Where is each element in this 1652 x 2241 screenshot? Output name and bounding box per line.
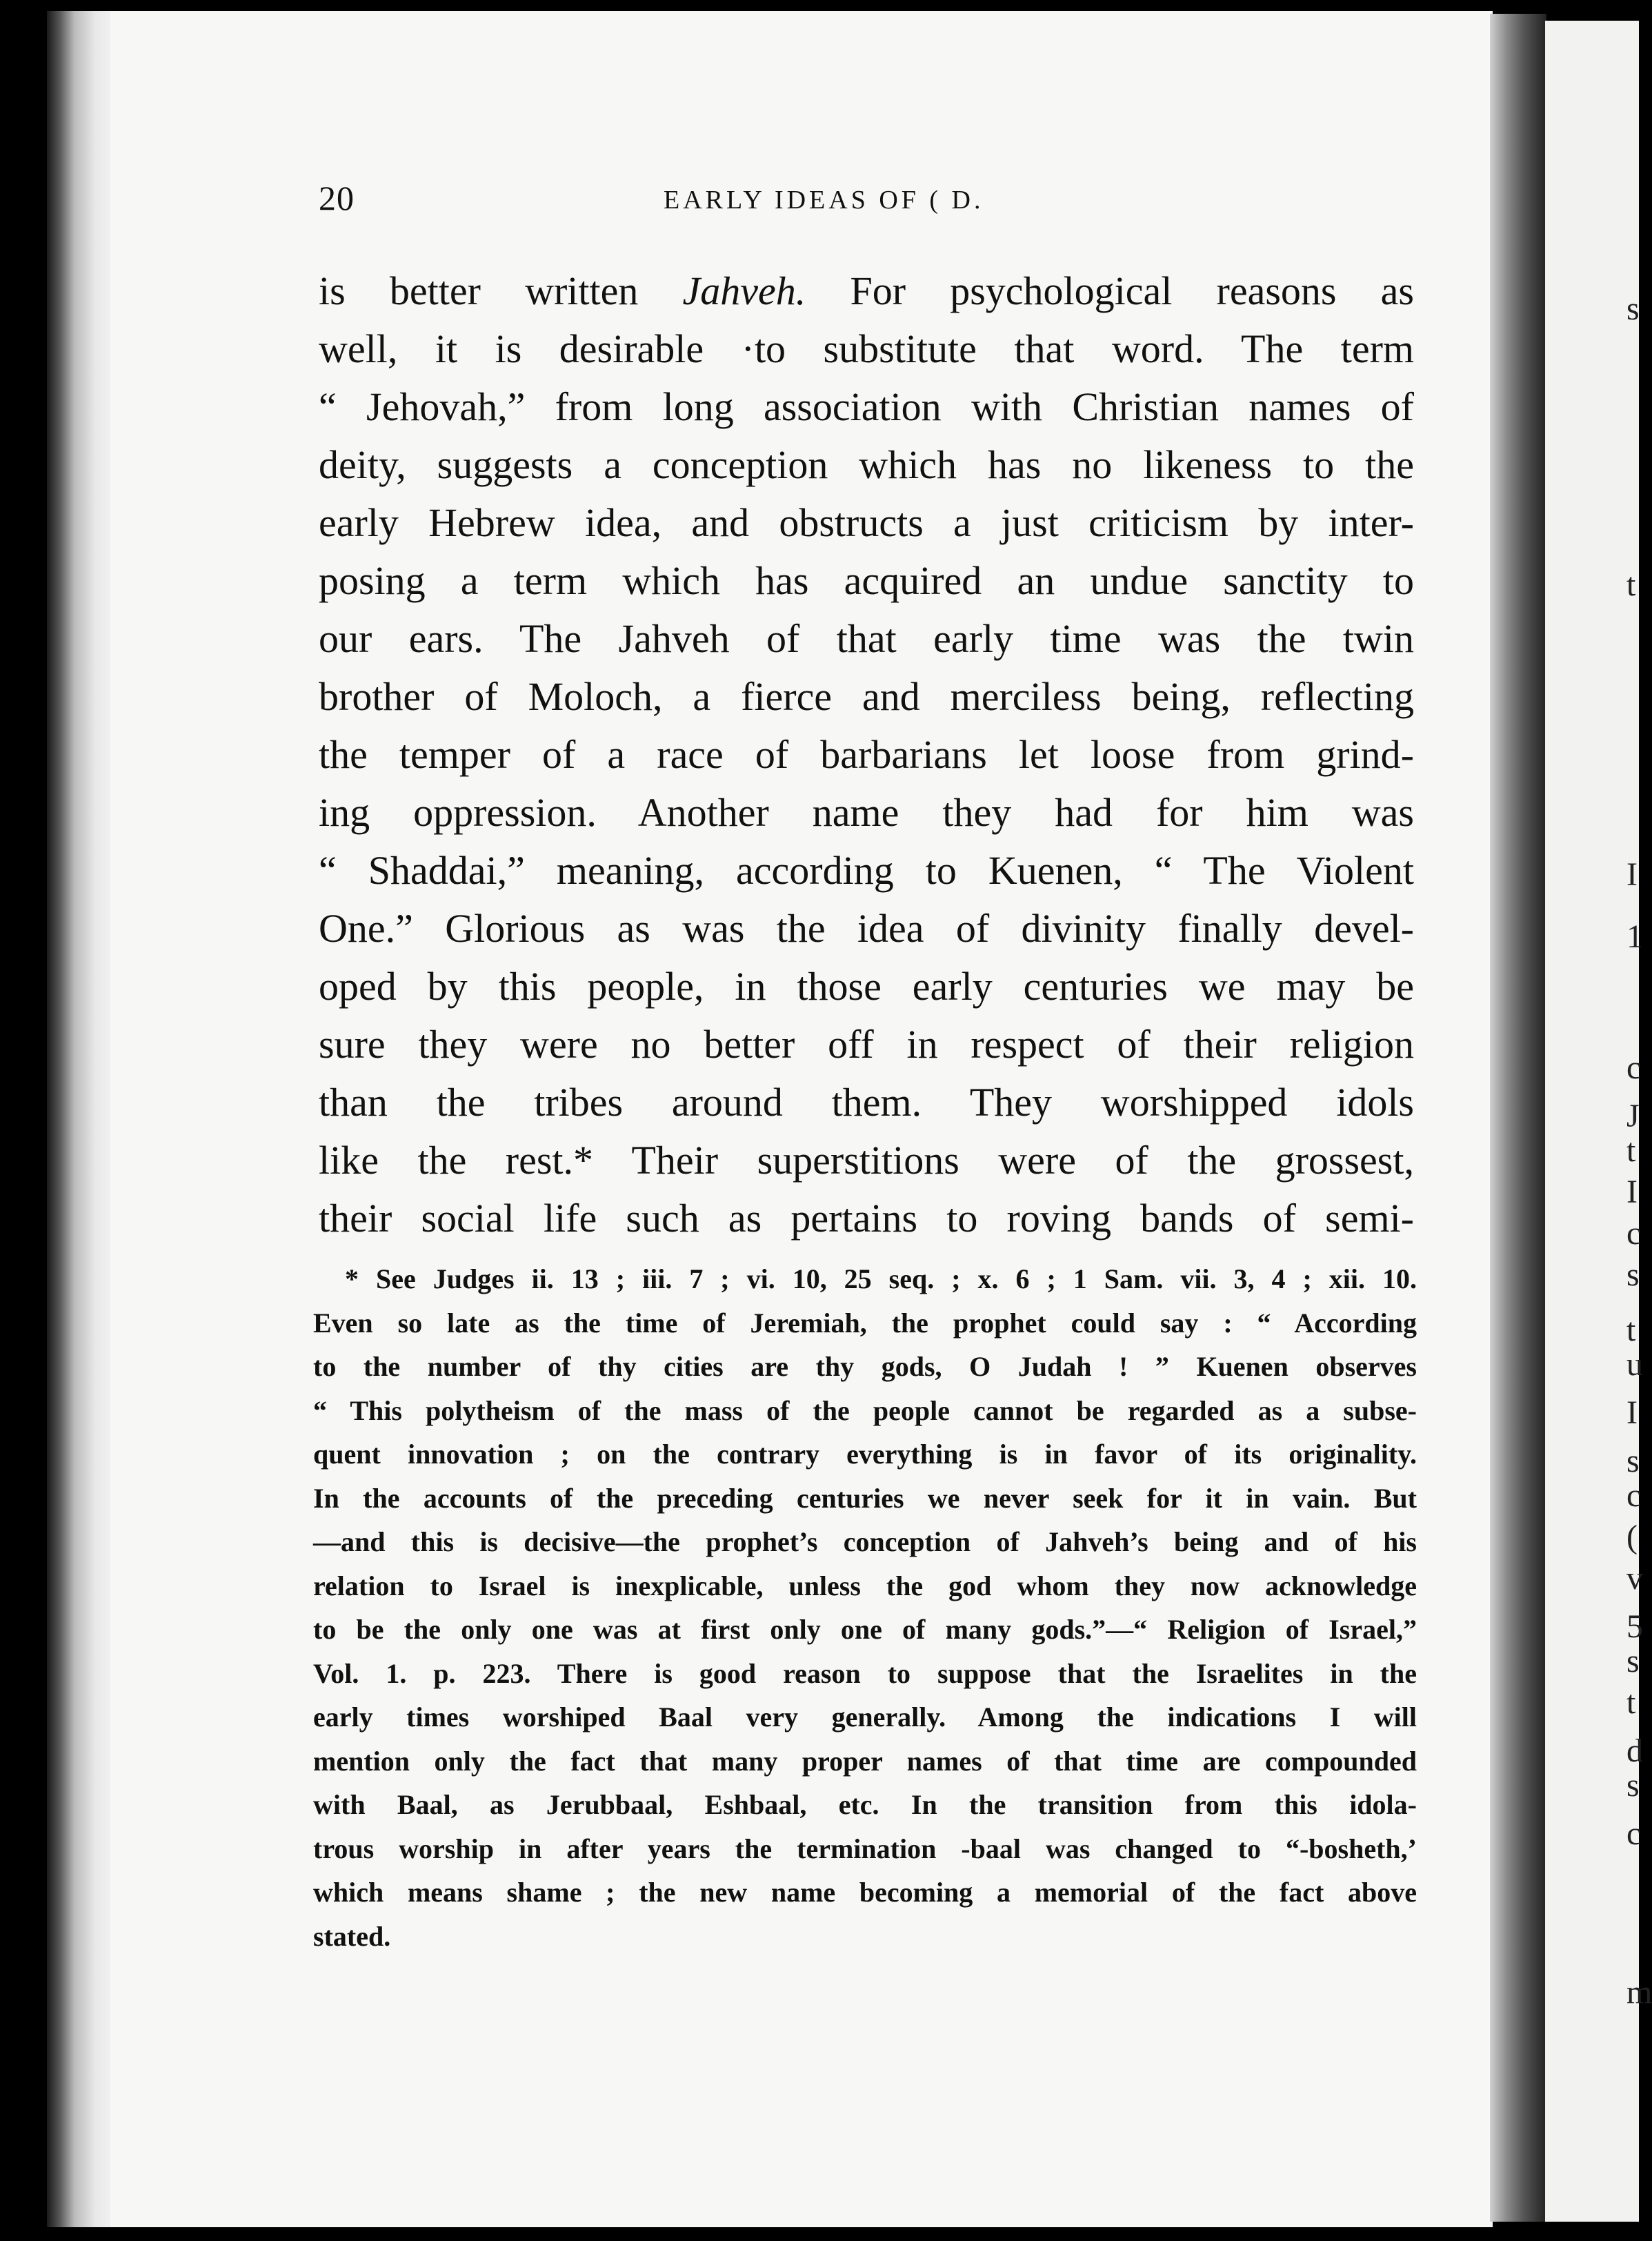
body-line: brother of Moloch, a fierce and merciless being, reflecting [319,674,1414,719]
body-line: One.” Glorious as was the idea of divinity finally devel- [319,906,1414,951]
body-text [319,262,1414,1247]
adjacent-page-character: 5 [1626,1608,1643,1645]
body-line: like the rest.* Their superstitions were of the grossest, [319,1138,1414,1183]
footnote-line: mention only the fact that many proper names of that time are compounded [313,1745,1417,1777]
footnote-block [313,1257,1417,1958]
adjacent-page-character: s [1626,1643,1640,1679]
adjacent-page-character: v [1626,1560,1643,1597]
adjacent-page-character: c [1626,1815,1642,1852]
adjacent-page-character: ( [1626,1519,1638,1555]
body-line: deity, suggests a conception which has no likeness to the [319,442,1414,487]
body-line: our ears. The Jahveh of that early time was the twin [319,616,1414,661]
adjacent-page-character: I [1626,856,1638,893]
adjacent-page-character: 1 [1626,918,1643,955]
body-line: “ Jehovah,” from long association with Christian names of [319,384,1414,429]
footnote-line: * See Judges ii. 13 ; iii. 7 ; vi. 10, 25 seq. ; x. 6 ; 1 Sam. vii. 3, 4 ; xii. 10. [345,1263,1417,1294]
body-line: than the tribes around them. They worshipped idols [319,1080,1414,1125]
adjacent-page-character: c [1626,1049,1642,1086]
footnote-line: stated. [313,1920,391,1952]
body-line: early Hebrew idea, and obstructs a just criticism by inter- [319,500,1414,545]
adjacent-page-character: c [1626,1215,1642,1252]
adjacent-page-character: s [1626,290,1640,327]
footnote-line: Even so late as the time of Jeremiah, the prophet could say : “ According [313,1307,1417,1339]
adjacent-page-character: t [1626,1684,1636,1721]
running-head [319,178,1422,226]
adjacent-page-character: I [1626,1174,1638,1210]
adjacent-page-character: t [1626,1312,1636,1348]
footnote-line: Vol. 1. p. 223. There is good reason to suppose that the Israelites in the [313,1657,1417,1689]
body-line: sure they were no better off in respect of their religion [319,1022,1414,1067]
footnote-line: to be the only one was at first only one of many gods.”—“ Religion of Israel,” [313,1614,1417,1645]
body-line: oped by this people, in those early centuries we may be [319,964,1414,1009]
footnote-line: relation to Israel is inexplicable, unless the god whom they now acknowledge [313,1570,1417,1601]
footnote-line: trous worship in after years the termination -baal was changed to “-bosheth,’ [313,1833,1417,1864]
footnote-line: quent innovation ; on the contrary everything is in favor of its originality. [313,1439,1417,1470]
body-line: their social life such as pertains to roving bands of semi- [319,1196,1414,1241]
adjacent-page-character: I [1626,1394,1638,1431]
adjacent-page-character: t [1626,1132,1636,1169]
footnote-line: to the number of thy cities are thy gods, O Judah ! ” Kuenen observes [313,1351,1417,1382]
page-gutter-shadow [1490,14,1546,2222]
adjacent-page-character: s [1626,1256,1640,1293]
adjacent-page-character: J [1626,1098,1640,1134]
footnote-line: with Baal, as Jerubbaal, Eshbaal, etc. In the transition from this idola- [313,1789,1417,1820]
book-binding-edge [47,11,116,2227]
adjacent-page-character: s [1626,1443,1640,1479]
adjacent-page-character: d [1626,1732,1643,1769]
running-head-title: EARLY IDEAS OF ( D. [664,186,984,215]
body-line: is better written Jahveh. For psychological reasons as [319,268,1414,313]
body-line: the temper of a race of barbarians let loose from grind- [319,732,1414,777]
body-line: “ Shaddai,” meaning, according to Kuenen, “ The Violent [319,848,1414,893]
adjacent-page-character: s [1626,1767,1640,1804]
footnote-line: “ This polytheism of the mass of the people cannot be regarded as a subse- [313,1394,1417,1426]
page-number: 20 [319,179,355,217]
footnote-line: —and this is decisive—the prophet’s conception of Jahveh’s being and of his [313,1526,1417,1557]
body-line: posing a term which has acquired an undue sanctity to [319,558,1414,603]
adjacent-page-character: u [1626,1346,1643,1383]
adjacent-page-character: c [1626,1477,1642,1514]
body-line: well, it is desirable ·to substitute that word. The term [319,326,1414,371]
adjacent-page-character: m [1626,1974,1652,2011]
body-line: ing oppression. Another name they had for him was [319,790,1414,835]
footnote-line: In the accounts of the preceding centuries we never seek for it in vain. But [313,1482,1417,1514]
adjacent-page-edge [1545,21,1652,2222]
adjacent-page-character: t [1626,566,1636,603]
footnote-line: which means shame ; the new name becoming a memorial of the fact above [313,1877,1417,1908]
footnote-line: early times worshiped Baal very generally. Among the indications I will [313,1701,1417,1732]
